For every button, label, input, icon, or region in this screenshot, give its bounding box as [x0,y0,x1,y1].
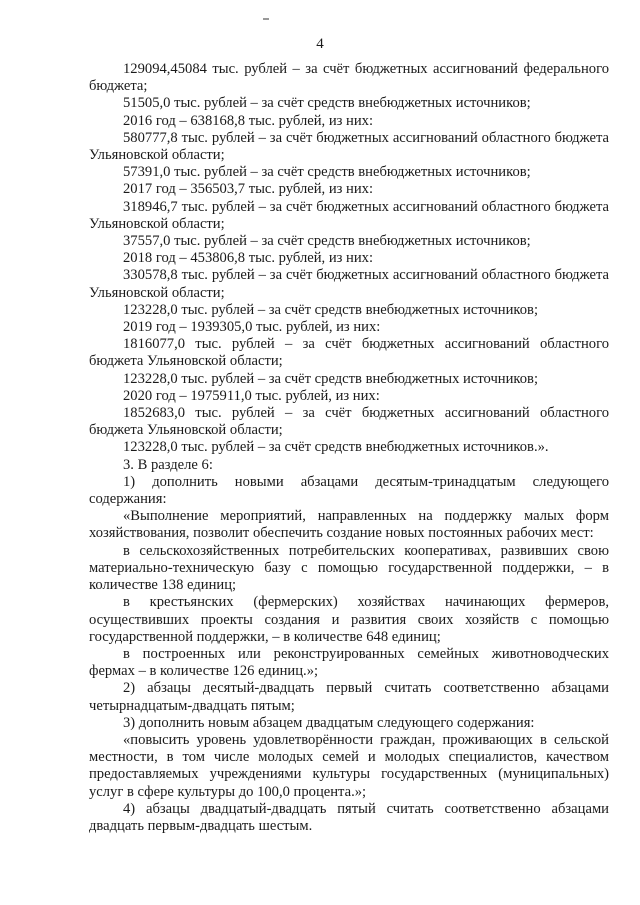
paragraph: 580777,8 тыс. рублей – за счёт бюджетных ассигнований областного бюджета Ульяновской области; [89,129,609,164]
paragraph: 2) абзацы десятый-двадцать первый считать соответственно абзацами четырнадцатым-двадцать пятым; [89,680,609,714]
paragraph: 2018 год – 453806,8 тыс. рублей, из них: [123,250,374,267]
paragraph: 37557,0 тыс. рублей – за счёт средств внебюджетных источников; [123,233,531,250]
paragraph: 1852683,0 тыс. рублей – за счёт бюджетных ассигнований областного бюджета Ульяновской области; [89,405,609,439]
paragraph: 123228,0 тыс. рублей – за счёт средств внебюджетных источников; [123,301,539,318]
paragraph: 123228,0 тыс. рублей – за счёт средств внебюджетных источников; [123,370,539,387]
paragraph: 2017 год – 356503,7 тыс. рублей, из них: [123,181,374,198]
paragraph: в построенных или реконструированных семейных животноводческих фермах – в количестве 126 единиц.»; [89,645,609,680]
paragraph: 330578,8 тыс. рублей – за счёт бюджетных ассигнований областного бюджета Ульяновской области; [89,267,609,301]
scan-artifact [263,18,269,20]
paragraph: 318946,7 тыс. рублей – за счёт бюджетных ассигнований областного бюджета Ульяновской области; [89,198,609,232]
paragraph: 3) дополнить новым абзацем двадцатым следующего содержания: [123,714,535,731]
paragraph: «повысить уровень удовлетворённости граждан, проживающих в сельской местности, в том числе молодых семей и молодых специалистов, качеством предоставляемых учреждениями культуры государственных (муниципальных) услуг в сфере культуры до 100,0 процента.»; [89,731,609,800]
paragraph: 2016 год – 638168,8 тыс. рублей, из них: [123,112,374,129]
paragraph: «Выполнение мероприятий, направленных на поддержку малых форм хозяйствования, позволит обеспечить создание новых постоянных рабочих мест: [89,508,609,542]
paragraph: в крестьянских (фермерских) хозяйствах начинающих фермеров, осуществивших проекты создания и развития своих хозяйств с помощью государственной поддержки, – в количестве 648 единиц; [89,594,609,645]
paragraph: 129094,45084 тыс. рублей – за счёт бюджетных ассигнований федерального бюджета; [89,61,609,95]
paragraph: 1816077,0 тыс. рублей – за счёт бюджетных ассигнований областного бюджета Ульяновской области; [89,336,609,370]
paragraph: 57391,0 тыс. рублей – за счёт средств внебюджетных источников; [123,164,531,181]
paragraph: 51505,0 тыс. рублей – за счёт средств внебюджетных источников; [123,95,531,112]
paragraph: 4) абзацы двадцатый-двадцать пятый считать соответственно абзацами двадцать первым-двадцать шестым. [89,800,609,834]
paragraph: в сельскохозяйственных потребительских кооперативах, развивших свою материально-техническую базу с помощью государственной поддержки, – в количестве 138 единиц; [89,542,609,594]
document-body [89,61,609,835]
paragraph: 2019 год – 1939305,0 тыс. рублей, из них: [123,319,381,336]
paragraph: 123228,0 тыс. рублей – за счёт средств внебюджетных источников.». [123,439,549,456]
paragraph: 1) дополнить новыми абзацами десятым-тринадцатым следующего содержания: [89,473,609,508]
paragraph: 3. В разделе 6: [123,456,213,473]
page-number: 4 [316,36,324,52]
paragraph: 2020 год – 1975911,0 тыс. рублей, из них: [123,387,380,404]
